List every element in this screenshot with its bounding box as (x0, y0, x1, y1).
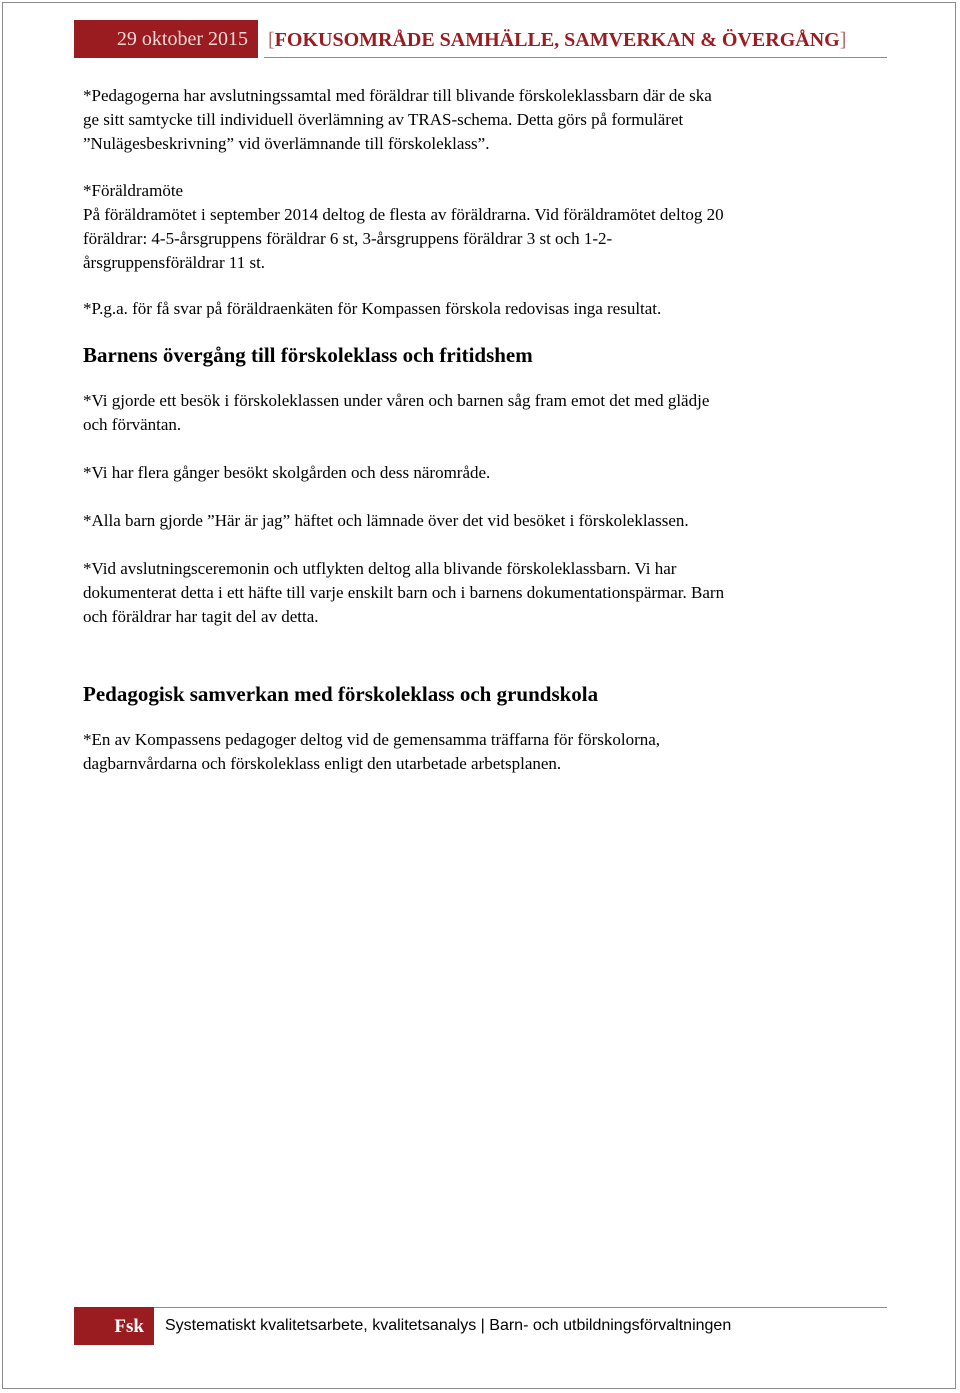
section-heading-overgang: Barnens övergång till förskoleklass och fritidshem (83, 343, 533, 367)
footer-badge: Fsk (74, 1307, 154, 1345)
paragraph-line: *Vid avslutningsceremonin och utflykten deltog alla blivande förskoleklassbarn. Vi har (83, 559, 677, 578)
paragraph-line: *En av Kompassens pedagoger deltog vid de gemensamma träffarna för förskolorna, (83, 730, 661, 749)
subheading-foraldramote: *Föräldramöte (83, 181, 184, 200)
header-bracket-open: [ (268, 29, 275, 51)
paragraph-line: ge sitt samtycke till individuell överlämning av TRAS-schema. Detta görs på formuläret (83, 110, 684, 129)
header-bracket-close: ] (839, 29, 847, 51)
page-header (74, 20, 887, 58)
page-footer (74, 1307, 887, 1345)
paragraph-line: dagbarnvårdarna och förskoleklass enligt den utarbetade arbetsplanen. (83, 754, 562, 773)
paragraph-line: *Pedagogerna har avslutningssamtal med föräldrar till blivande förskoleklassbarn där de ska (83, 86, 712, 105)
paragraph-line: ”Nulägesbeskrivning” vid överlämnande till förskoleklass”. (83, 134, 490, 153)
header-rule (264, 57, 887, 58)
paragraph-line: *Vi gjorde ett besök i förskoleklassen under våren och barnen såg fram emot det med glädje (83, 391, 710, 410)
paragraph-line: dokumenterat detta i ett häfte till varje enskilt barn och i barnens dokumentationspärmar. Barn (83, 583, 725, 602)
paragraph-line: *Alla barn gjorde ”Här är jag” häftet och lämnade över det vid besöket i förskoleklassen. (83, 511, 689, 530)
footer-text: Systematiskt kvalitetsarbete, kvalitetsanalys | Barn- och utbildningsförvaltningen (165, 1317, 732, 1334)
paragraph-line: föräldrar: 4-5-årsgruppens föräldrar 6 st, 3-årsgruppens föräldrar 3 st och 1-2- (83, 229, 613, 248)
header-title (268, 20, 846, 58)
header-title-text: FOKUSOMRÅDE SAMHÄLLE, SAMVERKAN & ÖVERGÅNG (274, 29, 840, 51)
paragraph-line: På föräldramötet i september 2014 deltog de flesta av föräldrarna. Vid föräldramötet deltog 20 (83, 205, 724, 224)
paragraph-line: och föräldrar har tagit del av detta. (83, 607, 319, 626)
document-body (83, 84, 883, 776)
paragraph-line: *Vi har flera gånger besökt skolgården och dess närområde. (83, 463, 491, 482)
paragraph-line: och förväntan. (83, 415, 182, 434)
section-heading-samverkan: Pedagogisk samverkan med förskoleklass och grundskola (83, 682, 599, 706)
paragraph-line: årsgruppensföräldrar 11 st. (83, 253, 266, 272)
paragraph-line: *P.g.a. för få svar på föräldraenkäten för Kompassen förskola redovisas inga resultat. (83, 299, 662, 318)
header-date: 29 oktober 2015 (74, 20, 258, 58)
